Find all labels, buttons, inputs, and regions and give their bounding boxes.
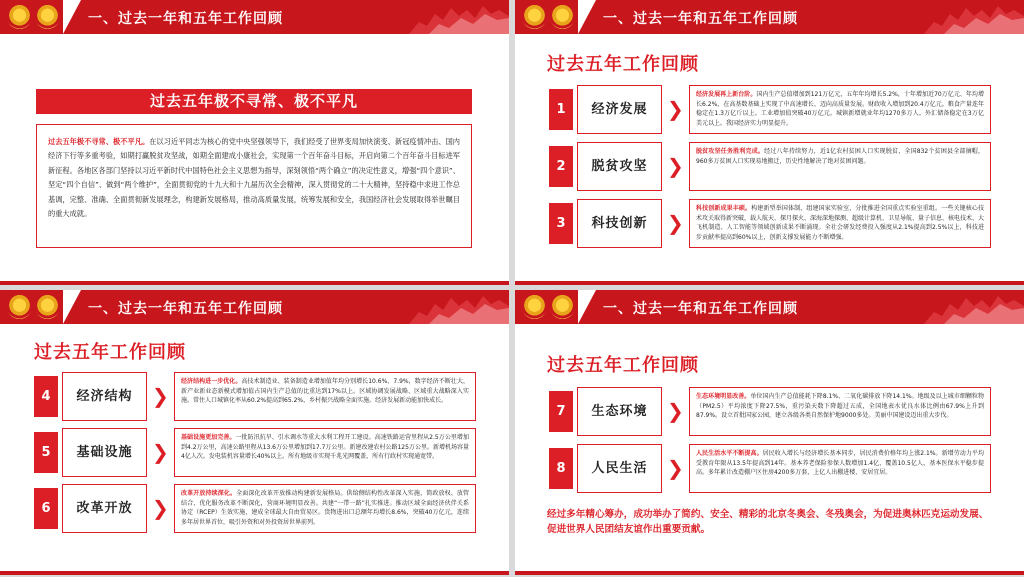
slide-header bbox=[0, 0, 509, 34]
slide-overview bbox=[0, 0, 509, 285]
item-description: 经济发展再上新台阶。国内生产总值增加到121万亿元，五年年均增长5.2%，十年增加近70万亿元、年均增长6.2%，在高基数基础上实现了中高速增长、迈向高质量发展。财政收入增加到20.4万亿元。粮食产量连年稳定在1.3万亿斤以上。工业增加值突破40万亿元。城镇新增就业年均1270多万人。外汇储备稳定在3万亿美元以上。我国经济实力明显提升。 bbox=[689, 85, 991, 134]
slide-footer-bar bbox=[515, 281, 1024, 285]
item-label: 科技创新 bbox=[577, 199, 662, 248]
list-item bbox=[34, 428, 476, 477]
item-description: 人民生活水平不断提高。居民收入增长与经济增长基本同步，居民消费价格年均上涨2.1%。新增劳动力平均受教育年限从13.5年提高到14年。基本养老保险参保人数增加1.4亿、覆盖10.5亿人，基本医保水平稳步提高。多年累计改造棚户区住房4200多万套，上亿人出棚进楼、安居宜居。 bbox=[689, 444, 991, 493]
item-label: 人民生活 bbox=[577, 444, 662, 493]
chevron-right-icon: ❯ bbox=[667, 154, 684, 178]
national-emblem-icon bbox=[7, 4, 32, 29]
slide-review-2 bbox=[0, 290, 509, 575]
section-title: 过去五年工作回顾 bbox=[34, 342, 186, 363]
slide-footer-bar bbox=[0, 281, 509, 285]
great-wall-icon bbox=[409, 0, 509, 34]
great-wall-icon bbox=[924, 0, 1024, 34]
item-number: 4 bbox=[34, 376, 58, 417]
item-description: 基础设施更加完善。一批防汛抗旱、引水调水等重大水利工程开工建设。高速铁路运营里程从2.5万公里增加到4.2万公里，高速公路里程从13.6万公里增加到17.7万公里。新建改建农村公路125万公里。新增机场容量4亿人次。发电装机容量增长40%以上。所有地级市实现千兆光网覆盖，所有行政村实现通宽带。 bbox=[174, 428, 476, 477]
great-wall-icon bbox=[409, 290, 509, 324]
header-title: 一、过去一年和五年工作回顾 bbox=[88, 301, 283, 317]
item-number: 1 bbox=[549, 89, 573, 130]
header-divider bbox=[578, 290, 596, 324]
chevron-right-icon: ❯ bbox=[667, 211, 684, 235]
national-emblem-icon bbox=[522, 4, 547, 29]
chevron-right-icon: ❯ bbox=[667, 399, 684, 423]
item-number: 3 bbox=[549, 203, 573, 244]
list-item bbox=[549, 444, 991, 493]
overview-lead: 过去五年极不寻常、极不平凡。 bbox=[48, 137, 150, 146]
party-emblem-icon bbox=[550, 4, 575, 29]
slide-header bbox=[515, 290, 1024, 324]
item-description: 科技创新成果丰硕。构建新型举国体制，组建国家实验室，分批推进全国重点实验室重组。一些关键核心技术攻关取得新突破，载人航天、探月探火、深海深地探测、超级计算机、卫星导航、量子信息、核电技术、大飞机制造、人工智能等领域创新成果不断涌现。全社会研发经费投入强度从2.1%提高到2.5%以上，科技进步贡献率提高到60%以上，创新支撑发展能力不断增强。 bbox=[689, 199, 991, 248]
section-title: 过去五年工作回顾 bbox=[547, 54, 699, 75]
header-title: 一、过去一年和五年工作回顾 bbox=[603, 301, 798, 317]
list-item bbox=[549, 387, 991, 436]
item-label: 脱贫攻坚 bbox=[577, 142, 662, 191]
list-item bbox=[34, 372, 476, 421]
chevron-right-icon: ❯ bbox=[152, 440, 169, 464]
slide-review-1 bbox=[515, 0, 1024, 285]
list-item bbox=[549, 142, 991, 191]
item-label: 经济结构 bbox=[62, 372, 147, 421]
item-label: 经济发展 bbox=[577, 85, 662, 134]
header-divider bbox=[63, 290, 81, 324]
national-emblem-icon bbox=[522, 294, 547, 319]
slide-footer-bar bbox=[0, 571, 509, 575]
item-label: 基础设施 bbox=[62, 428, 147, 477]
slide-review-3 bbox=[515, 290, 1024, 575]
header-title: 一、过去一年和五年工作回顾 bbox=[88, 11, 283, 27]
conclusion-text: 经过多年精心筹办，成功举办了简约、安全、精彩的北京冬奥会、冬残奥会，为促进奥林匹克运动发展、促进世界人民团结友谊作出重要贡献。 bbox=[547, 509, 989, 535]
great-wall-icon bbox=[924, 290, 1024, 324]
header-title: 一、过去一年和五年工作回顾 bbox=[603, 11, 798, 27]
chevron-right-icon: ❯ bbox=[667, 456, 684, 480]
item-number: 8 bbox=[549, 448, 573, 489]
item-description: 生态环境明显改善。单位国内生产总值能耗下降8.1%、二氧化碳排放下降14.1%。地级及以上城市细颗粒物（PM2.5）平均浓度下降27.5%，重污染天数下降超过五成，全国地表水优良水体比例由67.9%上升到87.9%。设立首批国家公园，建立各级各类自然保护地9000多处。美丽中国建设迈出重大步伐。 bbox=[689, 387, 991, 436]
item-description: 脱贫攻坚任务胜利完成。经过八年持续努力，近1亿农村贫困人口实现脱贫，全国832个贫困县全部摘帽，960多万贫困人口实现易地搬迁，历史性地解决了绝对贫困问题。 bbox=[689, 142, 991, 191]
slide-header bbox=[515, 0, 1024, 34]
list-item bbox=[34, 484, 476, 533]
party-emblem-icon bbox=[35, 4, 60, 29]
item-number: 5 bbox=[34, 432, 58, 473]
item-description: 经济结构进一步优化。高技术制造业、装备制造业增加值年均分别增长10.6%、7.9%，数字经济不断壮大，新产业新业态新模式增加值占国内生产总值的比重达到17%以上。区域协调发展战略、区域重大战略深入实施。常住人口城镇化率从60.2%提高到65.2%，乡村振兴战略全面实施。经济发展新动能加快成长。 bbox=[174, 372, 476, 421]
overview-body: 在以习近平同志为核心的党中央坚强领导下，我们经受了世界变局加快演变、新冠疫情冲击、国内经济下行等多重考验，如期打赢脱贫攻坚战，如期全面建成小康社会，实现第一个百年奋斗目标，开启向第二个百年奋斗目标进军新征程。各地区各部门坚持以习近平新时代中国特色社会主义思想为指导，深刻领悟“两个确立”的决定性意义，增强“四个意识”、坚定“四个自信”、做到“两个维护”，全面贯彻党的十九大和十九届历次全会精神，深入贯彻党的二十大精神，坚持稳中求进工作总基调，完整、准确、全面贯彻新发展理念，构建新发展格局，推动高质量发展，统筹发展和安全，我国经济社会发展取得举世瞩目的重大成就。 bbox=[48, 137, 460, 219]
party-emblem-icon bbox=[35, 294, 60, 319]
chevron-right-icon: ❯ bbox=[152, 384, 169, 408]
item-number: 6 bbox=[34, 488, 58, 529]
item-number: 2 bbox=[549, 146, 573, 187]
chevron-right-icon: ❯ bbox=[152, 496, 169, 520]
national-emblem-icon bbox=[7, 294, 32, 319]
overview-banner: 过去五年极不寻常、极不平凡 bbox=[36, 89, 472, 114]
slide-footer-bar bbox=[515, 571, 1024, 575]
item-description: 改革开放持续深化。全面深化改革开放推动构建新发展格局。供给侧结构性改革深入实施，简政放权、放管结合、优化服务改革不断深化，营商环境明显改善。共建“一带一路”扎实推进。推动区域全面经济伙伴关系协定（RCEP）生效实施，建成全球最大自由贸易区。货物进出口总额年均增长8.6%，突破40万亿元，连续多年居世界首位，吸引外资和对外投资居世界前列。 bbox=[174, 484, 476, 533]
item-label: 生态环境 bbox=[577, 387, 662, 436]
list-item bbox=[549, 85, 991, 134]
chevron-right-icon: ❯ bbox=[667, 97, 684, 121]
section-title: 过去五年工作回顾 bbox=[547, 355, 699, 376]
item-number: 7 bbox=[549, 391, 573, 432]
overview-paragraph bbox=[36, 124, 472, 248]
party-emblem-icon bbox=[550, 294, 575, 319]
list-item bbox=[549, 199, 991, 248]
header-divider bbox=[578, 0, 596, 34]
header-divider bbox=[63, 0, 81, 34]
item-label: 改革开放 bbox=[62, 484, 147, 533]
slide-header bbox=[0, 290, 509, 324]
